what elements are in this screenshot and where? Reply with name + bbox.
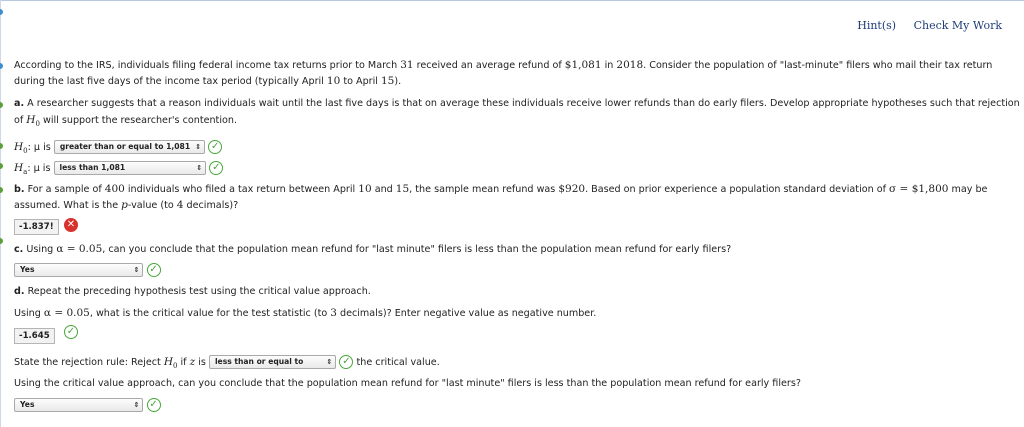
critical-value-answer[interactable]: -1.645: [14, 328, 55, 344]
nav-bullet[interactable]: [0, 238, 3, 244]
intro-line-2: during the last five days of the income tax period (typically April 10 to April 15).: [14, 75, 402, 87]
rejection-rule-row: State the rejection rule: Reject $H_0$ if z is less than or equal to ⇕ ✓ the critical value.: [14, 356, 440, 370]
updown-arrow-icon: ⇕: [196, 164, 203, 172]
part-b-text: b. For a sample of 400 individuals who filed a tax return between April 10 and 15, the sample mean refund was $920. Based on prior experience a population standard deviation of σ = $1,800 may be: [14, 183, 988, 195]
x-circle-icon: ✕: [64, 218, 78, 232]
h0-select[interactable]: greater than or equal to 1,081 ⇕: [54, 140, 205, 154]
part-d-question-2: Using the critical value approach, can you conclude that the population mean refund for "last minute" filers is less than the population mean refund for early filers?: [14, 378, 801, 389]
nav-bullet[interactable]: [0, 163, 3, 169]
updown-arrow-icon: ⇕: [326, 358, 333, 366]
updown-arrow-icon: ⇕: [195, 143, 202, 151]
check-circle-icon: ✓: [147, 398, 161, 412]
rejection-rule-select[interactable]: less than or equal to ⇕: [209, 355, 336, 369]
part-b-text-2: assumed. What is the p-value (to 4 decimals)?: [14, 199, 239, 211]
part-d-answer-row: [14, 398, 161, 412]
nav-bullet[interactable]: [0, 187, 3, 193]
updown-arrow-icon: ⇕: [133, 266, 140, 274]
check-circle-icon: ✓: [339, 355, 353, 369]
check-circle-icon: ✓: [64, 325, 78, 339]
part-c-text: c. Using α = 0.05, can you conclude that the population mean refund for "last minute" filers is less than the population mean refund for early filers?: [14, 243, 732, 255]
intro-line-1: According to the IRS, individuals filing federal income tax returns prior to March 31 received an average refund of $1,081 in 2018. Consider the population of "last-minute" filers who mail their tax return: [14, 59, 993, 71]
ha-select[interactable]: less than 1,081 ⇕: [54, 161, 207, 175]
p-value-answer[interactable]: -1.837!: [14, 219, 59, 235]
part-a-text: a. A researcher suggests that a reason individuals wait until the last five days is that on average these individuals receive lower refunds than do early filers. Develop appropriate hypotheses such that rejection: [14, 98, 1020, 109]
nav-bullet[interactable]: [0, 102, 3, 108]
hints-link[interactable]: Hint(s): [857, 19, 897, 32]
check-circle-icon: ✓: [147, 263, 161, 277]
part-d-text: d. Repeat the preceding hypothesis test using the critical value approach.: [14, 286, 371, 297]
check-my-work-link[interactable]: Check My Work: [913, 19, 1002, 32]
nav-bullet[interactable]: [0, 143, 3, 149]
header-links: [843, 19, 1002, 32]
top-border: [0, 0, 1024, 1]
part-d-question-1: Using α = 0.05, what is the critical value for the test statistic (to 3 decimals)? Enter negative value as negative number.: [14, 307, 597, 319]
part-c-select[interactable]: Yes ⇕: [14, 263, 143, 277]
nav-bullet[interactable]: [0, 63, 3, 69]
h0-row: $H_0$: μ is greater than or equal to 1,081 ⇕ ✓: [14, 139, 222, 159]
part-a-text-2: of $H_0$ will support the researcher's contention.: [14, 114, 237, 128]
check-circle-icon: ✓: [208, 140, 222, 154]
ha-row: $H_a$: μ is less than 1,081 ⇕ ✓: [14, 160, 223, 180]
check-circle-icon: ✓: [209, 161, 223, 175]
part-d-select[interactable]: Yes ⇕: [14, 398, 143, 412]
nav-bullet[interactable]: [0, 9, 3, 15]
updown-arrow-icon: ⇕: [133, 401, 140, 409]
part-c-answer-row: [14, 263, 161, 277]
